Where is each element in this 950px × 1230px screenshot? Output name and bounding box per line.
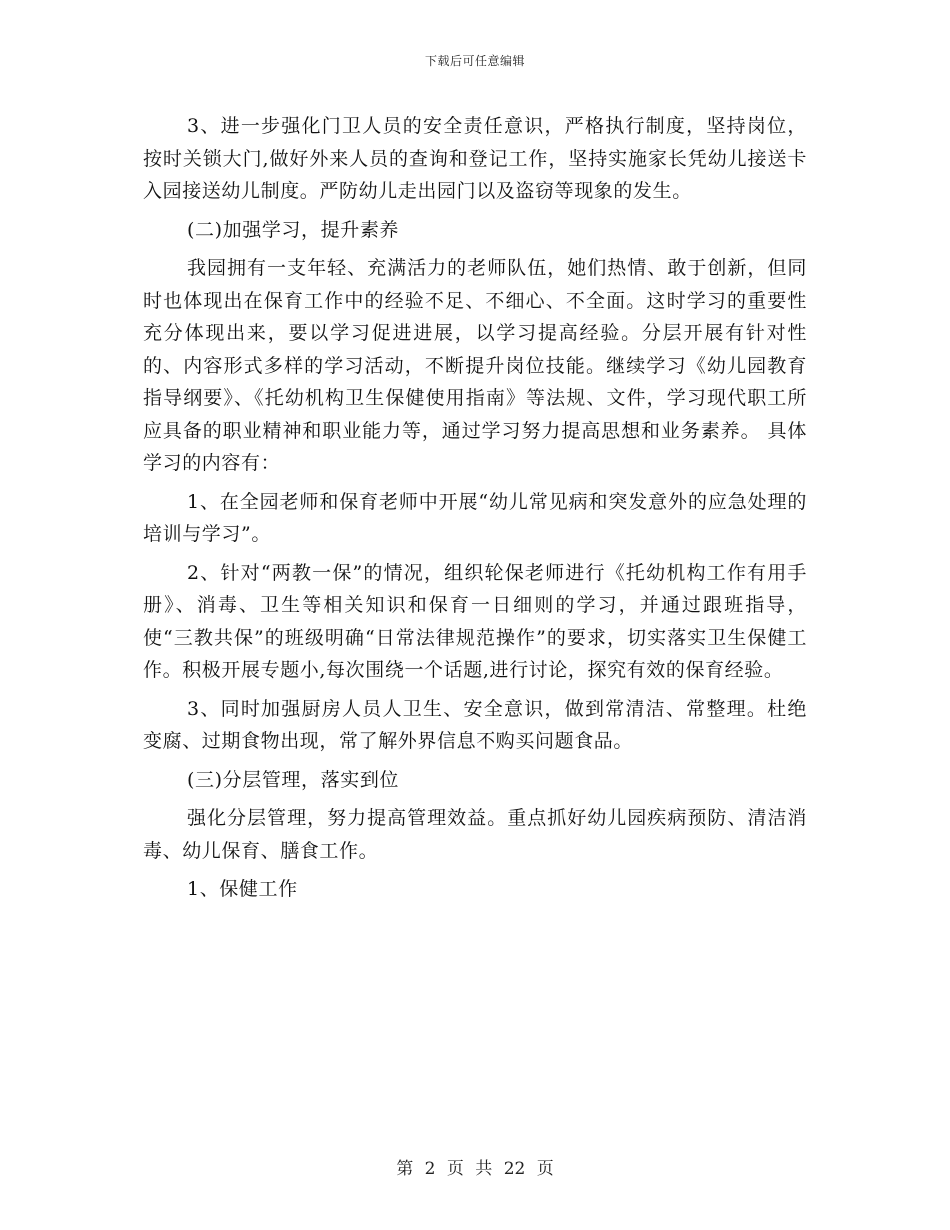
paragraph-teacher-team: 我园拥有一支年轻、充满活力的老师队伍，她们热情、敢于创新，但同时也体现出在保育工作中的经验不足、不细心、不全面。这时学习的重要性充分体现出来，要以学习促进进展，以学习提高经验。分层开展有针对性的、内容形式多样的学习活动，不断提升岗位技能。继续学习《幼儿园教育指导纲要》、《托幼机构卫生保健使用指南》等法规、文件，学习现代职工所应具备的职业精神和职业能力等，通过学习努力提高思想和业务素养。 具体学习的内容有： (143, 257, 807, 474)
paragraph-layered-management: 强化分层管理，努力提高管理效益。重点抓好幼儿园疾病预防、清洁消毒、幼儿保育、膳食工作。 (143, 807, 807, 862)
section-heading-management: (三)分层管理，落实到位 (187, 768, 400, 791)
subheading-health-work: 1、保健工作 (187, 878, 298, 900)
section-heading-study: (二)加强学习，提升素养 (187, 218, 400, 241)
document-body (143, 110, 807, 912)
paragraph-rotation-teachers: 2、针对“两教一保”的情况，组织轮保老师进行《托幼机构工作有用手册》、消毒、卫生等相关知识和保育一日细则的学习，并通过跟班指导，使“三教共保”的班级明确“日常法律规范操作”的要求，切实落实卫生保健工作。积极开展专题小,每次围绕一个话题,进行讨论，探究有效的保育经验。 (143, 561, 807, 681)
page-header: 下载后可任意编辑 (424, 54, 525, 68)
page-number-footer: 第 2 页 共 22 页 (396, 1159, 554, 1179)
paragraph-kitchen-staff: 3、同时加强厨房人员人卫生、安全意识，做到常清洁、常整理。杜绝变腐、过期食物出现，常了解外界信息不购买问题食品。 (143, 697, 807, 752)
paragraph-gatekeeper-safety: 3、进一步强化门卫人员的安全责任意识，严格执行制度，坚持岗位，按时关锁大门,做好外来人员的查询和登记工作，坚持实施家长凭幼儿接送卡入园接送幼儿制度。严防幼儿走出园门以及盗窃等现象的发生。 (143, 115, 807, 202)
paragraph-emergency-training: 1、在全园老师和保育老师中开展“幼儿常见病和突发意外的应急处理的培训与学习”。 (143, 490, 807, 545)
